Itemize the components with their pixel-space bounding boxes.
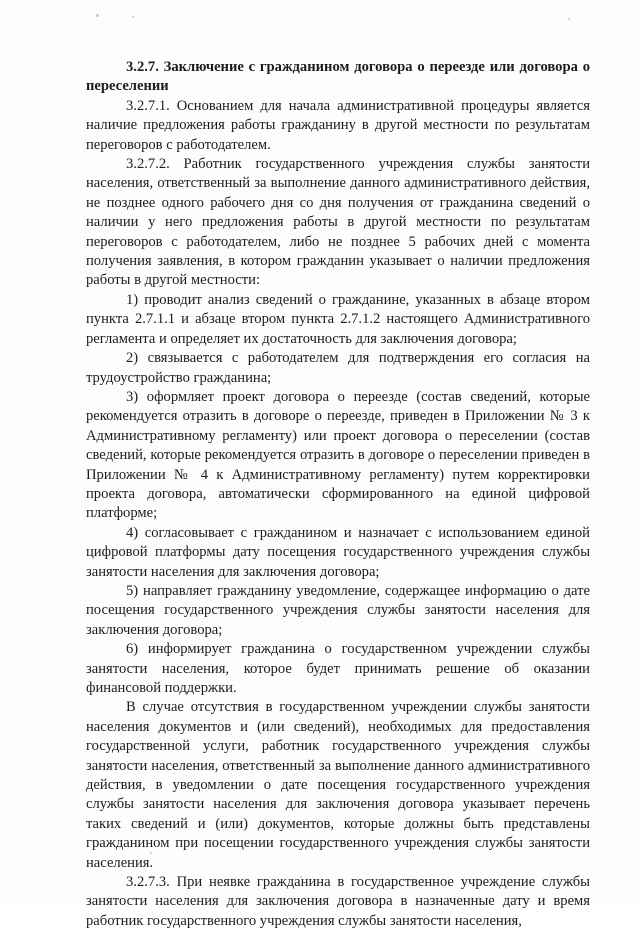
scan-speck [132,16,134,18]
paragraph-missing-documents: В случае отсутствия в государственном учреждении службы занятости населения документов и (или сведений), необходимых для предоставления государственной услуги, работник государственного учреждения службы занятости населения, ответственный за выполнение данного административного действия, в уведомлении о дате посещения государственного учреждения службы занятости населения для заключения договора указывает перечень таких сведений и (или) документов, которые должны быть представлены гражданином при посещении государственного учреждения службы занятости населения. [86,699,590,871]
list-item-2: 2) связывается с работодателем для подтверждения его согласия на трудоустройство гражданина; [86,350,590,386]
list-item-4: 4) согласовывает с гражданином и назначает с использованием единой цифровой платформы дату посещения государственного учреждения службы занятости населения для заключения договора; [86,524,590,580]
list-item-5: 5) направляет гражданину уведомление, содержащее информацию о дате посещения государственного учреждения службы занятости населения для заключения договора; [86,582,590,638]
list-item-6: 6) информирует гражданина о государственном учреждении службы занятости населения, которое будет принимать решение об оказании финансовой поддержки. [86,641,590,696]
document-body [86,58,590,931]
list-item-1: 1) проводит анализ сведений о гражданине, указанных в абзаце втором пункта 2.7.1.1 и абзаце втором пункта 2.7.1.2 настоящего Административного регламента и определяет их достаточность для заключения договора; [86,291,590,347]
paragraph-3-2-7-3: 3.2.7.3. При неявке гражданина в государственное учреждение службы занятости населения для заключения договора в назначенные дату и время работник государственного учреждения службы занятости населения, [86,874,590,929]
paragraph-3-2-7-2: 3.2.7.2. Работник государственного учреждения службы занятости населения, ответственный за выполнение данного административного действия, не позднее одного рабочего дня со дня получения от гражданина сведений о наличии у него предложения работы в другой местности по результатам переговоров с работодателем, либо не позднее 5 рабочих дней с момента получения заявления, в котором гражданин указывает о наличии предложения работы в другой местности: [86,156,590,289]
paragraph-3-2-7-1: 3.2.7.1. Основанием для начала административной процедуры является наличие предложения работы гражданину в другой местности по результатам переговоров с работодателем. [86,97,590,153]
scan-speck [96,14,99,17]
scan-speck [568,18,570,20]
list-item-3: 3) оформляет проект договора о переезде (состав сведений, которые рекомендуется отразить в договоре о переезде, приведен в Приложении № 3 к Административному регламенту) или проект договора о переселении (состав сведений, которые рекомендуется отразить в договоре о переселении приведен в Приложении № 4 к Административному регламенту) путем корректировки проекта договора, автоматически сформированного на единой цифровой платформе; [86,388,590,522]
section-heading: 3.2.7. Заключение с гражданином договора о переезде или договора о переселении [86,59,590,95]
